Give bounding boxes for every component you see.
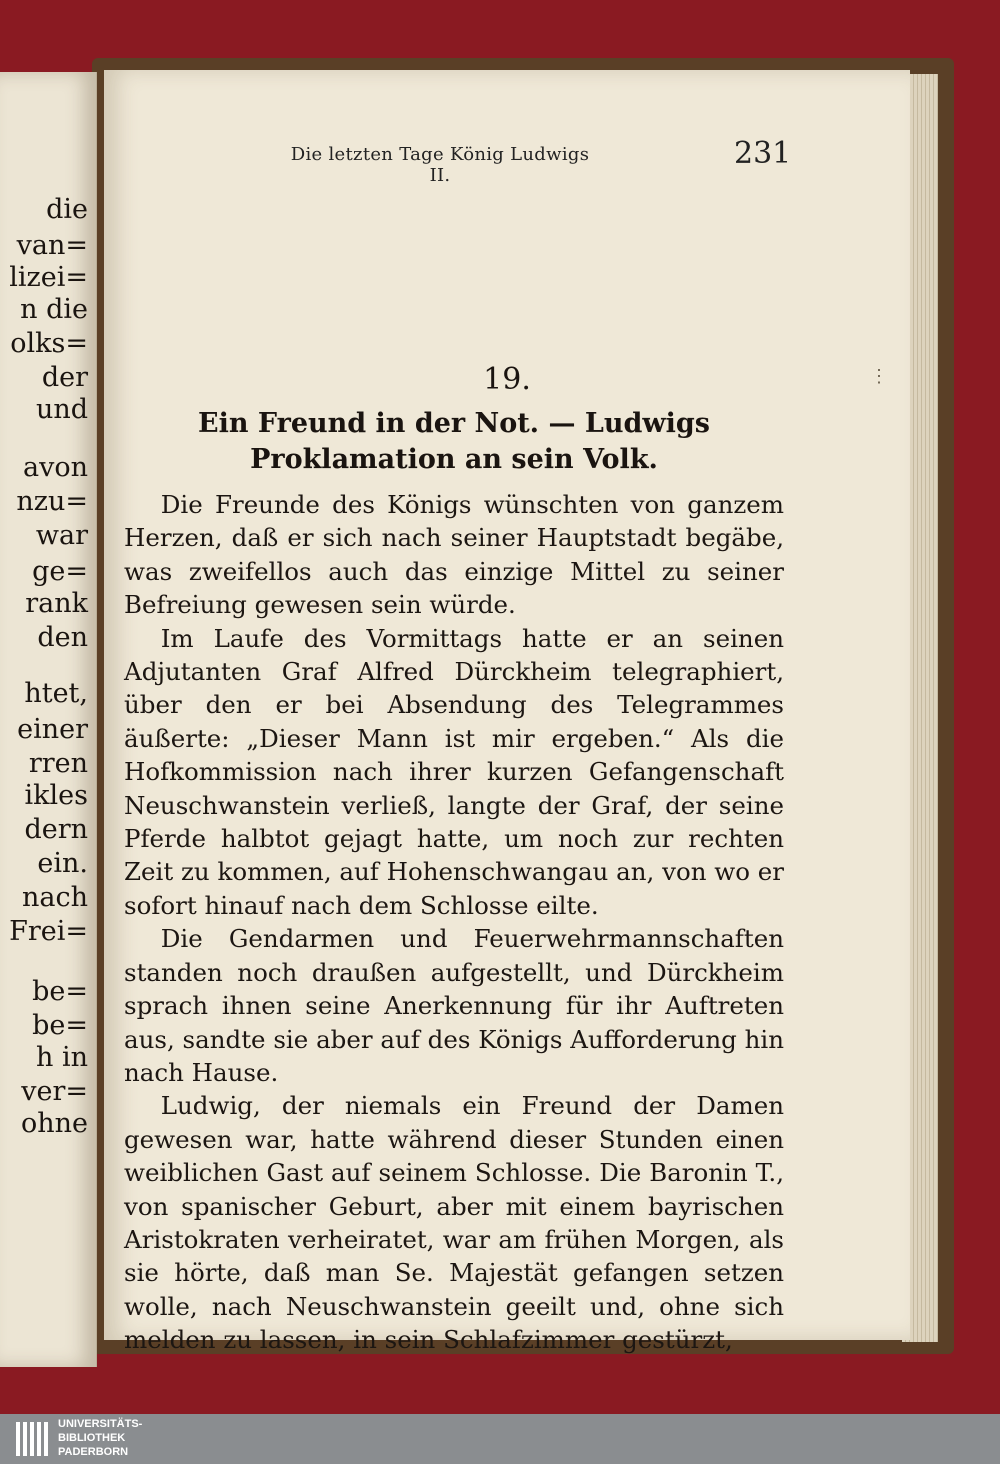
left-page-fragment: war [35,520,88,551]
running-head: Die letzten Tage König Ludwigs II. [290,144,590,186]
left-page-fragment: ein. [37,848,88,879]
left-page-fragment: be= [32,976,88,1007]
page-number: 231 [734,136,792,171]
left-page-fragment: van= [16,230,88,261]
body-text [124,488,784,1357]
left-page-fragment: h in [36,1042,88,1073]
left-page-fragment: der [41,362,88,393]
right-page [104,70,910,1355]
left-page-fragment: htet, [24,678,88,709]
left-page-fragment: einer [17,714,88,745]
left-page-fragment: und [35,394,88,425]
left-page-fragment: die [46,194,88,225]
chapter-title: Ein Freund in der Not. — Ludwigs Proklamation an sein Volk. [198,408,710,475]
left-page-fragment: rren [28,748,88,779]
left-page-fragment: ge= [32,556,88,587]
library-logo-text [58,1417,142,1459]
left-page-fragment: n die [20,294,88,325]
left-page-fragment: lizei= [9,262,88,293]
paragraph: Die Gendarmen und Feuerwehrmannschaften standen noch draußen aufgestellt, und Dürckheim sprach ihnen seine Anerkennung für ihr Auftreten aus, sandte sie aber auf des Königs Aufforderung hin nach Hause. [124,924,784,1087]
left-page-fragment: olks= [10,328,88,359]
left-page [0,72,97,1367]
library-footer [0,1414,1000,1464]
logo-line: BIBLIOTHEK [58,1432,126,1444]
library-logo-icon [16,1422,48,1456]
left-page-fragment: nzu= [16,486,88,517]
left-page-fragment: Frei= [9,916,88,947]
margin-mark: ⋮ [870,366,888,387]
left-page-fragment: avon [23,452,88,483]
left-page-fragment: be= [32,1010,88,1041]
left-page-fragment: ohne [20,1108,88,1139]
paragraph: Ludwig, der niemals ein Freund der Damen gewesen war, hatte während dieser Stunden einen weiblichen Gast auf seinem Schlosse. Die Baronin T., von spanischer Geburt, aber mit einem bayrischen Aristokraten verheiratet, war am frühen Morgen, als sie hörte, daß man Se. Majestät gefangen setzen wolle, nach Neuschwanstein geeilt und, ohne sich melden zu lassen, in sein Schlafzimmer gestürzt, [124,1091,784,1355]
logo-line: UNIVERSITÄTS- [58,1418,143,1430]
left-page-fragment: ikles [24,780,88,811]
left-page-fragment: nach [22,882,88,913]
left-page-fragment: den [37,622,88,653]
left-page-fragment: dern [24,814,88,845]
paragraph: Im Laufe des Vormittags hatte er an seinen Adjutanten Graf Alfred Dürckheim telegraphiert, über den er bei Absendung des Telegrammes äußerte: „Dieser Mann ist mir ergeben.“ Als die Hofkommission nach ihrer kurzen Gefangenschaft Neuschwanstein verließ, langte der Graf, der seine Pferde halbtot gejagt hatte, um noch zur rechten Zeit zu kommen, auf Hohenschwangau an, von wo er sofort hinauf nach dem Schlosse eilte. [124,623,784,920]
chapter-number: 19. [483,362,531,397]
left-page-fragment: rank [25,588,88,619]
left-page-fragment: ver= [21,1076,88,1107]
paragraph: Die Freunde des Königs wünschten von ganzem Herzen, daß er sich nach seiner Hauptstadt begäbe, was zweifellos auch das einzige Mittel zu seiner Befreiung gewesen sein würde. [124,490,784,620]
logo-line: PADERBORN [58,1446,129,1458]
